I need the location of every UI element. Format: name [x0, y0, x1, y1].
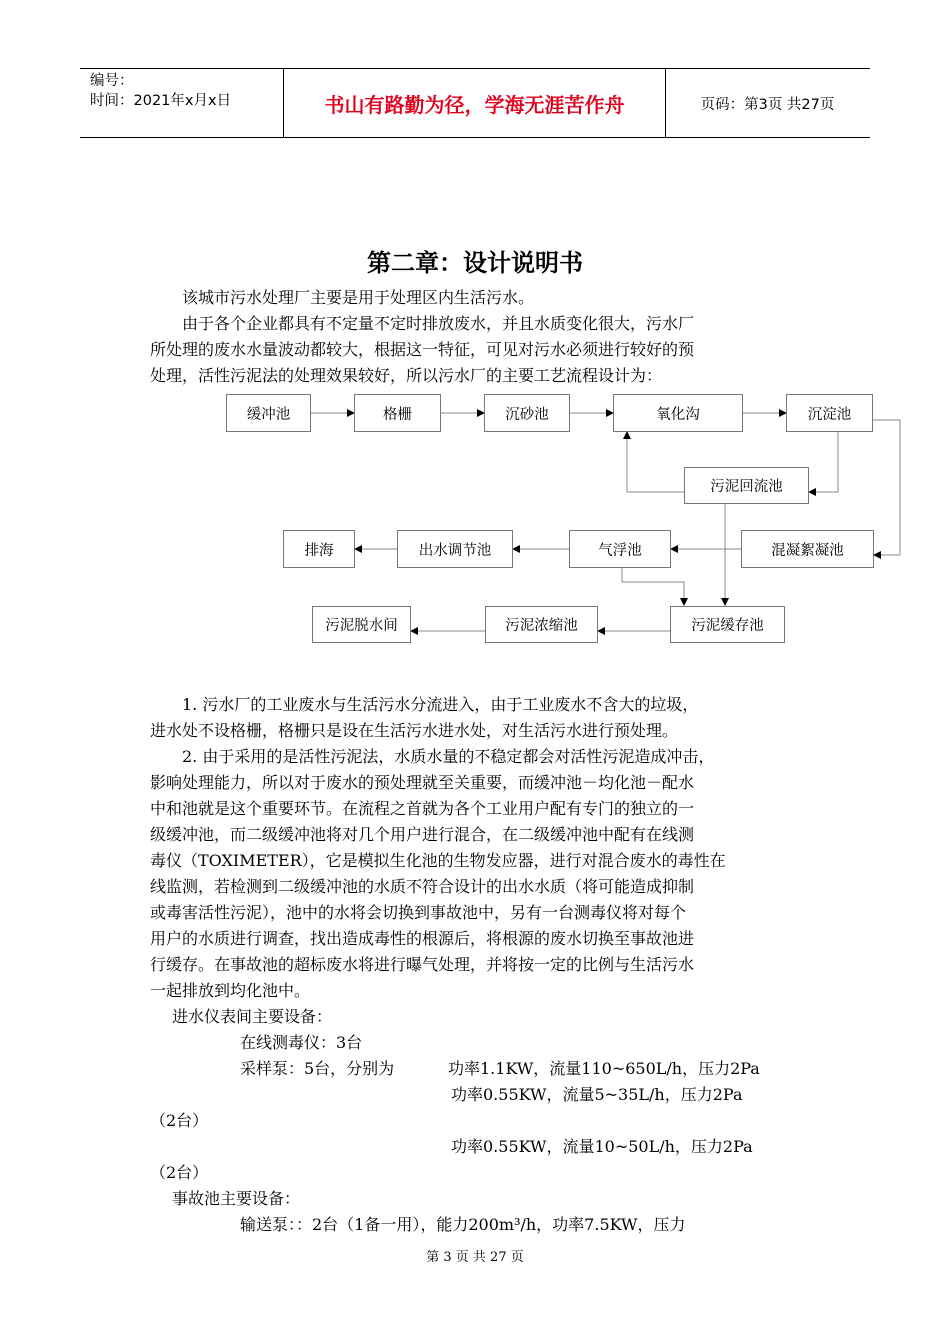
transfer-pump-line: 输送泵：：2台（1备一用），能力200m³/h，功率7.5KW，压力	[240, 1215, 686, 1234]
body-line: 或毒害活性污泥），池中的水将会切换到事故池中，另有一台测毒仪将对每个	[150, 903, 687, 922]
accident-equipment-title: 事故池主要设备：	[172, 1189, 301, 1208]
pump-spec: 功率1.1KW，流量110~650L/h，压力2Pa	[448, 1059, 760, 1078]
flow-box-grit: 沉砂池	[484, 394, 570, 432]
body-line: 进水处不设格栅，格栅只是设在生活污水进水处，对生活污水进行预处理。	[150, 721, 679, 740]
flow-box-buffer: 缓冲池	[226, 394, 311, 432]
page-footer: 第 3 页 共 27 页	[426, 1250, 524, 1265]
header-motto: 书山有路勤为径，学海无涯苦作舟	[324, 92, 625, 117]
flow-arrow	[873, 420, 900, 555]
chapter-title: 第二章：设计说明书	[367, 249, 583, 277]
toximeter-line: 在线测毒仪：3台	[240, 1033, 363, 1052]
header-page-info: 页码：第3页 共27页	[700, 96, 835, 113]
flow-arrow	[622, 568, 684, 605]
intro-line: 所处理的废水水量波动都较大，根据这一特征，可见对污水必须进行较好的预	[150, 340, 695, 359]
flow-box-settling: 沉淀池	[786, 394, 873, 432]
flow-box-flotation: 气浮池	[569, 530, 671, 568]
flow-arrow	[809, 432, 838, 492]
flow-box-return: 污泥回流池	[684, 467, 809, 504]
flow-box-oxidation: 氧化沟	[613, 394, 743, 432]
intro-line: 该城市污水处理厂主要是用于处理区内生活污水。	[182, 288, 535, 307]
body-line: 影响处理能力，所以对于废水的预处理就至关重要，而缓冲池－均化池－配水	[150, 773, 695, 792]
body-line: 线监测，若检测到二级缓冲池的水质不符合设计的出水水质（将可能造成抑制	[150, 877, 695, 896]
number-label: 编号：	[90, 73, 134, 89]
flow-box-storage: 污泥缓存池	[670, 606, 785, 643]
intro-line: 处理，活性污泥法的处理效果较好，所以污水厂的主要工艺流程设计为：	[150, 366, 663, 385]
body-line: 2. 由于采用的是活性污泥法，水质水量的不稳定都会对活性污泥造成冲击，	[182, 747, 715, 766]
pump-spec: 功率0.55KW，流量5~35L/h，压力2Pa	[451, 1085, 743, 1104]
flow-arrow	[627, 432, 684, 492]
flow-box-grille: 格栅	[354, 394, 441, 432]
pump-spec: 功率0.55KW，流量10~50L/h，压力2Pa	[451, 1137, 753, 1156]
flow-box-sea: 排海	[283, 530, 355, 568]
pump-count: （2台）	[150, 1163, 209, 1182]
flow-box-dewater: 污泥脱水间	[312, 606, 411, 643]
body-line: 毒仪（TOXIMETER），它是模拟生化池的生物发应器，进行对混合废水的毒性在	[150, 851, 726, 870]
body-line: 中和池就是这个重要环节。在流程之首就为各个工业用户配有专门的独立的一	[150, 799, 695, 818]
flow-box-thicken: 污泥浓缩池	[485, 606, 598, 643]
body-line: 级缓冲池，而二级缓冲池将对几个用户进行混合，在二级缓冲池中配有在线测	[150, 825, 695, 844]
flow-box-outlet: 出水调节池	[397, 530, 513, 568]
pump-count: （2台）	[150, 1111, 209, 1130]
flow-box-coagulation: 混凝絮凝池	[741, 530, 874, 568]
pump-lead: 采样泵：5台，分别为	[240, 1059, 395, 1078]
intro-line: 由于各个企业都具有不定量不定时排放废水，并且水质变化很大，污水厂	[182, 314, 695, 333]
body-line: 用户的水质进行调查，找出造成毒性的根源后，将根源的废水切换至事故池进	[150, 929, 695, 948]
body-line: 1. 污水厂的工业废水与生活污水分流进入，由于工业废水不含大的垃圾，	[182, 695, 699, 714]
inlet-equipment-title: 进水仪表间主要设备：	[172, 1007, 333, 1026]
body-line: 一起排放到均化池中。	[150, 981, 311, 1000]
body-line: 行缓存。在事故池的超标废水将进行曝气处理，并将按一定的比例与生活污水	[150, 955, 695, 974]
time-label: 时间：2021年x月x日	[90, 93, 232, 109]
